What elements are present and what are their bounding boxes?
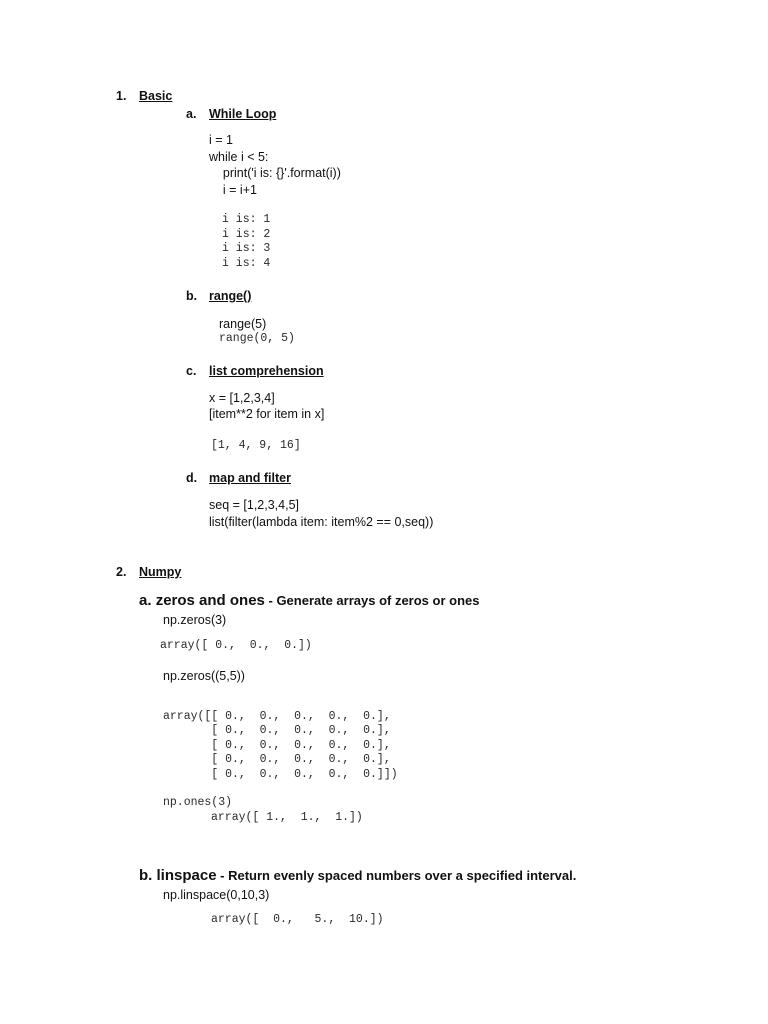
output-line: array([ 0., 5., 10.]) xyxy=(211,913,384,926)
output-line: [ 0., 0., 0., 0., 0.], xyxy=(163,739,391,752)
subsection-1d-title: map and filter xyxy=(209,471,291,485)
section-2-title: Numpy xyxy=(139,565,182,579)
section-2-number: 2. xyxy=(116,565,127,579)
output-line: array([[ 0., 0., 0., 0., 0.], xyxy=(163,710,391,723)
subsection-2b-heading xyxy=(139,868,576,883)
code-line: i = 1 xyxy=(209,133,233,147)
subsection-1a-title: While Loop xyxy=(209,107,277,121)
code-line: [item**2 for item in x] xyxy=(209,407,325,421)
output-line: [ 0., 0., 0., 0., 0.], xyxy=(163,724,391,737)
code-line: np.zeros(3) xyxy=(163,613,227,627)
subsection-1c-marker: c. xyxy=(186,364,197,378)
subsection-2a-marker: a. xyxy=(139,592,152,609)
output-line: [ 0., 0., 0., 0., 0.]]) xyxy=(163,768,398,781)
code-line: print('i is: {}'.format(i)) xyxy=(209,166,341,180)
subsection-2a-heading xyxy=(139,593,479,608)
output-line: array([ 0., 0., 0.]) xyxy=(160,639,312,652)
output-line: array([ 1., 1., 1.]) xyxy=(211,811,363,824)
subsection-1c-title: list comprehension xyxy=(209,364,324,378)
subsection-1a-marker: a. xyxy=(186,107,197,121)
output-line: i is: 1 xyxy=(222,213,271,226)
code-line: x = [1,2,3,4] xyxy=(209,391,275,405)
subsection-1d-marker: d. xyxy=(186,471,198,485)
subsection-2b-description: - Return evenly spaced numbers over a specified interval. xyxy=(216,868,577,883)
section-1-title: Basic xyxy=(139,89,173,103)
output-line: [ 0., 0., 0., 0., 0.], xyxy=(163,753,391,766)
subsection-1b-marker: b. xyxy=(186,289,198,303)
code-line: np.ones(3) xyxy=(163,796,233,809)
output-line: i is: 4 xyxy=(222,257,271,270)
code-line: np.zeros((5,5)) xyxy=(163,669,245,683)
code-line: i = i+1 xyxy=(209,183,257,197)
code-line: list(filter(lambda item: item%2 == 0,seq)) xyxy=(209,515,434,529)
subsection-2b-marker: b. xyxy=(139,867,153,884)
subsection-2a-description: - Generate arrays of zeros or ones xyxy=(264,593,480,608)
output-line: i is: 3 xyxy=(222,242,271,255)
output-line: range(0, 5) xyxy=(219,332,295,345)
code-line: seq = [1,2,3,4,5] xyxy=(209,498,299,512)
output-line: i is: 2 xyxy=(222,228,271,241)
subsection-1b-title: range() xyxy=(209,289,252,303)
code-line: range(5) xyxy=(219,317,267,331)
code-line: while i < 5: xyxy=(209,150,269,164)
subsection-2b-title: linspace xyxy=(156,867,217,884)
output-line: [1, 4, 9, 16] xyxy=(211,439,301,452)
section-1-number: 1. xyxy=(116,89,127,103)
code-line: np.linspace(0,10,3) xyxy=(163,888,270,902)
subsection-2a-title: zeros and ones xyxy=(155,592,265,609)
